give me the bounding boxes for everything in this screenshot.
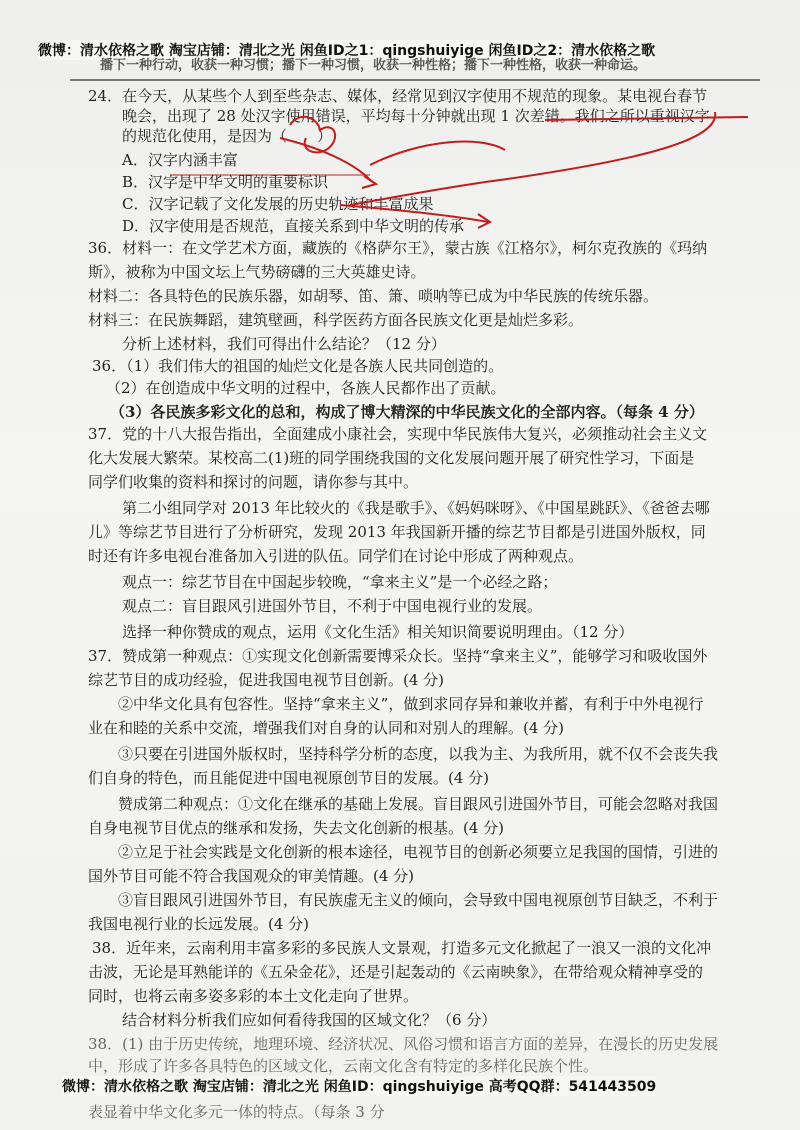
q37-answer-line-3: ②中华文化具有包容性。坚持“拿来主义”，做到求同存异和兼收并蓄，有利于中外电视行 bbox=[118, 695, 704, 713]
q38-answer-line-2: 中，形成了许多各具特色的区域文化，云南文化含有特定的多样化民族个性。 bbox=[88, 1057, 599, 1075]
q38-prompt: 结合材料分析我们应如何看待我国的区域文化？（6 分） bbox=[122, 1011, 497, 1029]
q36-answer-2: （2）在创造成中华文明的过程中，各族人民都作出了贡献。 bbox=[106, 379, 506, 397]
q37-viewpoint-1: 观点一：综艺节目在中国起步较晚，“拿来主义”是一个必经之路； bbox=[122, 573, 558, 591]
q37-group-line-3: 时还有许多电视台准备加入引进的队伍。同学们在讨论中形成了两种观点。 bbox=[88, 547, 584, 565]
q24-option-a: A．汉字内涵丰富 bbox=[122, 151, 238, 169]
q37-answer-line-10: 国外节目可能不符合我国观众的审美情趣。(4 分) bbox=[88, 867, 415, 885]
q37-answer-line-4: 业在和睦的关系中交流，增强我们对自身的认同和对别人的理解。(4 分) bbox=[88, 719, 565, 737]
watermark-bottom: 微博：清水依格之歌 淘宝店铺：清北之光 闲鱼ID：qingshuiyige 高考QQ群：541443509 bbox=[62, 1076, 656, 1096]
q37-answer-line-5: ③只要在引进国外版权时，坚持科学分析的态度，以我为主、为我所用，就不仅不会丧失我 bbox=[118, 745, 719, 763]
header-rule bbox=[70, 79, 760, 81]
q24-option-c: C．汉字记载了文化发展的历史轨迹和丰富成果 bbox=[122, 195, 434, 213]
header-motto: 播下一种行动，收获一种习惯；播下一种习惯，收获一种性格；播下一种性格，收获一种命运。 bbox=[100, 58, 647, 73]
watermark-top: 微博：清水依格之歌 淘宝店铺：清北之光 闲鱼ID之1：qingshuiyige 闲鱼ID之2：清水依格之歌 bbox=[38, 40, 655, 60]
q37-group-line-2: 儿》等综艺节目进行了分析研究，发现 2013 年我国新开播的综艺节目都是引进国外版权，同 bbox=[88, 523, 706, 541]
q36-answer-3: （3）各民族多彩文化的总和，构成了博大精深的中华民族文化的全部内容。（每条 4 分） bbox=[110, 403, 704, 421]
q37-answer-line-11: ③盲目跟风引进国外节目，有民族虚无主义的倾向，会导致中国电视原创节目缺乏，不利于 bbox=[118, 891, 719, 909]
q38-stem-line-2: 击波，无论是耳熟能详的《五朵金花》，还是引起轰动的《云南映象》，在带给观众精神享受的 bbox=[88, 963, 704, 981]
q37-answer-line-8: 自身电视节目优点的继承和发扬，失去文化创新的根基。(4 分) bbox=[88, 819, 505, 837]
q24-line-3: 的规范化使用，是因为（ ） bbox=[122, 127, 333, 145]
q38-stem-line-1: 38．近年来，云南利用丰富多彩的多民族人文景观，打造多元文化掀起了一浪又一浪的文化冲 bbox=[92, 939, 712, 957]
q38-stem-line-3: 同时，也将云南多姿多彩的本土文化走向了世界。 bbox=[88, 987, 419, 1005]
q36-material-1-line-2: 斯》，被称为中国文坛上气势磅礴的三大英雄史诗。 bbox=[88, 263, 426, 281]
q24-option-b: B．汉字是中华文明的重要标识 bbox=[122, 173, 329, 191]
q36-answer-1: 36．（1）我们伟大的祖国的灿烂文化是各族人民共同创造的。 bbox=[92, 357, 504, 375]
q37-answer-line-9: ②立足于社会实践是文化创新的根本途径，电视节目的创新必须要立足我国的国情，引进的 bbox=[118, 843, 719, 861]
q37-answer-line-6: 们自身的特色，而且能促进中国电视原创节目的发展。(4 分) bbox=[88, 769, 490, 787]
q24-line-1: 24．在今天，从某些个人到至些杂志、媒体，经常见到汉字使用不规范的现象。某电视台春节 bbox=[88, 87, 708, 105]
q36-prompt: 分析上述材料，我们可得出什么结论？（12 分） bbox=[122, 335, 446, 353]
q38-answer-line-3: 表显着中华文化多元一体的特点。（每条 3 分 bbox=[88, 1103, 385, 1121]
q37-stem-line-1: 37．党的十八大报告指出，全面建成小康社会，实现中华民族伟大复兴，必须推动社会主义文 bbox=[88, 425, 708, 443]
q36-material-1-line-1: 36．材料一：在文学艺术方面，藏族的《格萨尔王》，蒙古族《江格尔》，柯尔克孜族的《玛纳 bbox=[88, 239, 708, 257]
q37-answer-line-2: 综艺节目的成功经验，促进我国电视节目创新。(4 分) bbox=[88, 671, 445, 689]
q36-material-3: 材料三：在民族舞蹈，建筑壁画，科学医药方面各民族文化更是灿烂多彩。 bbox=[88, 311, 584, 329]
q36-material-2: 材料二：各具特色的民族乐器，如胡琴、笛、箫、唢呐等已成为中华民族的传统乐器。 bbox=[88, 287, 659, 305]
q37-prompt: 选择一种你赞成的观点，运用《文化生活》相关知识简要说明理由。（12 分） bbox=[122, 623, 634, 641]
q37-group-line-1: 第二小组同学对 2013 年比较火的《我是歌手》、《妈妈咪呀》、《中国星跳跃》、《爸爸去哪 bbox=[122, 499, 710, 517]
q24-option-d: D．汉字使用是否规范，直接关系到中华文明的传承 bbox=[122, 217, 465, 235]
q37-answer-line-1: 37．赞成第一种观点：①实现文化创新需要博采众长。坚持“拿来主义”，能够学习和吸收国外 bbox=[88, 647, 708, 665]
q38-answer-line-1: 38．(1) 由于历史传统，地理环境、经济状况、风俗习惯和语言方面的差异，在漫长的历史发展 bbox=[88, 1035, 719, 1053]
q24-line-2: 晚会，出现了 28 处汉字使用错误，平均每十分钟就出现 1 次差错。我们之所以重视汉字 bbox=[122, 107, 710, 125]
q37-stem-line-2: 化大发展大繁荣。某校高二(1)班的同学围绕我国的文化发展问题开展了研究性学习，下面是 bbox=[88, 449, 695, 467]
q37-stem-line-3: 同学们收集的资料和探讨的问题，请你参与其中。 bbox=[88, 473, 419, 491]
q37-answer-line-7: 赞成第二种观点：①文化在继承的基础上发展。盲目跟风引进国外节目，可能会忽略对我国 bbox=[118, 795, 719, 813]
q37-answer-line-12: 我国电视行业的长远发展。(4 分) bbox=[88, 915, 310, 933]
q37-viewpoint-2: 观点二：盲目跟风引进国外节目，不利于中国电视行业的发展。 bbox=[122, 597, 543, 615]
